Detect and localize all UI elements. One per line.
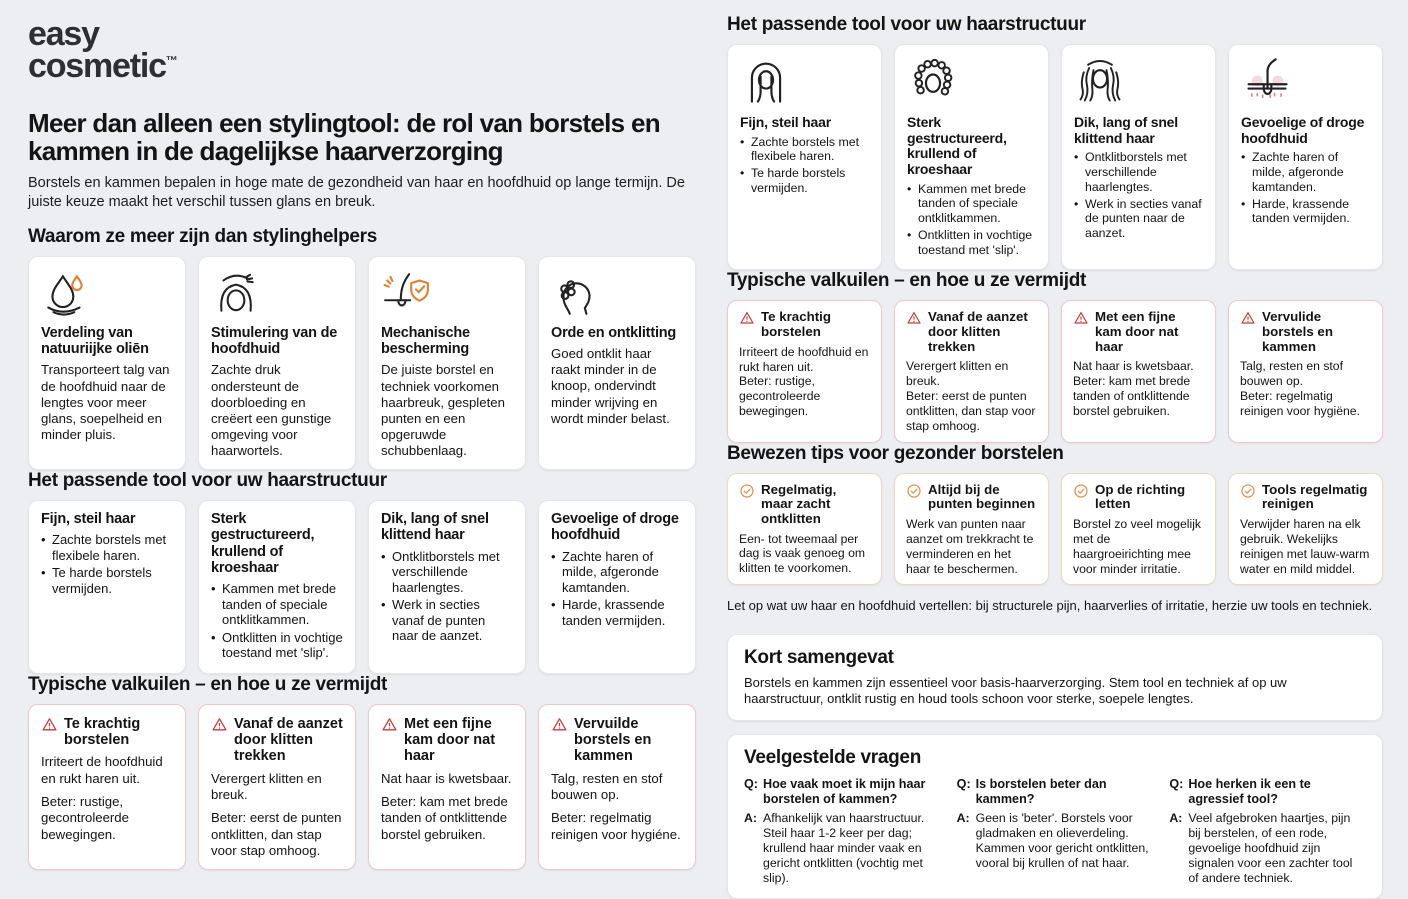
pitfall-card-title: Met een fijne kam door nat haar — [1095, 309, 1179, 354]
tools-card-thick-long — [368, 500, 526, 674]
pitfall-card-header — [381, 716, 513, 765]
why-card-title: Stimulering van de hoofdhuid — [211, 325, 338, 358]
check-icon — [1073, 483, 1089, 503]
bullet: • Zachte borstels met flexibele haren. — [41, 532, 173, 563]
q-label: Q: — [744, 776, 758, 791]
faq-heading: Veelgestelde vragen — [744, 746, 922, 768]
rtools-card-fine-straight — [727, 44, 882, 270]
tools-card-bullets — [41, 532, 173, 596]
section-heading-pitfalls-left: Typische valkuilen – en hoe u ze vermijdt — [28, 673, 388, 695]
tools-card-title: Fijn, steil haar — [41, 511, 136, 528]
rtools-card-bullets — [1241, 150, 1370, 226]
straight-hair-icon — [740, 55, 869, 109]
bullet: • Kammen met brede tanden of speciale ontklitkammen. — [211, 581, 343, 628]
faq-question — [744, 777, 941, 808]
pitfall-problem: Verergert klitten en breuk. — [211, 770, 322, 802]
why-cards-row — [28, 256, 696, 470]
rpitfall-card-brushing-too-hard — [727, 300, 882, 442]
pitfall-solution: Beter: eerst de punten ontklitten, dan stap voor stap omhoog. — [211, 810, 342, 859]
rtools-card-bullets — [1074, 150, 1203, 241]
tip-card-body: Verwijder haren na elk gebruik. Wekelijks reinigen met lauw-warm water en mild middel. — [1240, 516, 1370, 576]
pitfall-card-title: Te krachtig borstelen — [64, 715, 141, 749]
rtools-card-title: Gevoelige of droge hoofdhuid — [1241, 114, 1365, 146]
curly-hair-icon — [907, 55, 1036, 109]
rtools-card-title: Fijn, steil haar — [740, 114, 831, 130]
faq-answer-text: Geen is 'beter'. Borstels voor gladmaken en olieverdeling. Kammen voor gericht ontklitten, vooral bij krullen of nat haar. — [975, 810, 1149, 870]
bullet: • Zachte haren of milde, afgeronde kamtanden. — [551, 549, 683, 596]
pitfall-card-header — [41, 716, 173, 748]
pitfall-card-pulling-from-roots — [198, 704, 356, 871]
section-heading-tools-left: Het passende tool voor uw haarstructuur — [28, 470, 387, 492]
faq-item-aggressive-tool — [1169, 777, 1366, 886]
faq-answer-text: Veel afgebroken haartjes, pijn bij berstelen, of een rode, gevoelige hoofdhuid zijn signalen voor een zachter tool of andere techniek. — [1188, 810, 1353, 885]
pitfall-card-title: Te krachtig borstelen — [761, 309, 831, 340]
faq-question-text: Is borstelen beter dan kammen? — [975, 776, 1107, 807]
tools-card-title: Gevoelige of droge hoofdhuid — [551, 511, 679, 544]
faq-card — [727, 734, 1383, 899]
faq-question — [957, 777, 1154, 808]
tools-card-curly — [198, 500, 356, 674]
pitfall-solution: Beter: regelmatig reinigen voor hygiëne. — [1240, 389, 1360, 418]
why-card-scalp-stimulation — [198, 256, 356, 470]
tip-card-header — [906, 483, 1037, 512]
tools-cards-row-left — [28, 500, 696, 674]
why-card-body: De juiste borstel en techniek voorkomen haarbreuk, gespleten punten en een opgeruwde schubbenlaag. — [381, 362, 505, 458]
pitfall-card-title: Vanaf de aanzet door klitten trekken — [928, 309, 1028, 354]
warning-icon — [906, 310, 922, 330]
tip-card-start-at-ends — [894, 473, 1049, 586]
oil-drop-icon — [41, 269, 173, 319]
pitfall-card-header — [906, 310, 1037, 354]
tip-card-title: Tools regelmatig reinigen — [1262, 481, 1368, 512]
pitfall-card-title: Vervuilde borstels en kammen — [574, 715, 652, 765]
warning-icon — [551, 716, 568, 737]
bullet: • Zachte borstels met flexibele haren. — [740, 135, 869, 165]
why-card-mechanical-protection — [368, 256, 526, 470]
rtools-card-sensitive-scalp — [1228, 44, 1383, 270]
easycosmetic-logo — [28, 15, 696, 86]
warning-icon — [41, 716, 58, 737]
right-column — [727, 14, 1383, 899]
pitfall-solution: Beter: kam met brede tanden of ontklittende borstel gebruiken. — [381, 794, 508, 842]
bullet: • Ontklitborstels met verschillende haarlengtes. — [381, 549, 513, 596]
pitfall-solution: Beter: kam met brede tanden of ontklittende borstel gebruiken. — [1073, 374, 1191, 418]
logo-line1: easy — [28, 15, 99, 53]
bullet: • Te harde borstels vermijden. — [740, 166, 869, 196]
check-icon — [1240, 483, 1256, 503]
tools-card-bullets — [381, 549, 513, 645]
why-card-title: Verdeling van natuuriijke oliēn — [41, 325, 149, 358]
pitfall-card-header — [1073, 310, 1204, 354]
pitfalls-cards-row-left — [28, 704, 696, 871]
logo-line2: cosmetic™ — [28, 47, 178, 86]
rtools-card-curly — [894, 44, 1049, 270]
faq-question-text: Hoe vaak moet ik mijn haar borstelen of kammen? — [763, 776, 926, 807]
tip-card-body: Een- tot tweemaal per dag is vaak genoeg om klitten te voorkomen. — [739, 531, 866, 576]
a-label: A: — [744, 810, 757, 825]
why-card-title: Mechanische bescherming — [381, 325, 470, 358]
bullet: • Zachte haren of milde, afgeronde kamtanden. — [1241, 150, 1370, 194]
bullet: • Ontklitten in vochtige toestand met 'slip'. — [907, 228, 1036, 258]
check-icon — [739, 483, 755, 503]
bullet: • Ontklitten in vochtige toestand met 'slip'. — [211, 630, 343, 661]
q-label: Q: — [1169, 776, 1184, 791]
tip-card-header — [1073, 483, 1204, 512]
pitfall-solution: Beter: rustige, gecontroleerde bewegingen. — [739, 374, 821, 419]
q-label: Q: — [956, 776, 971, 791]
faq-item-frequency — [744, 777, 941, 886]
rpitfall-card-fine-comb-wet-hair — [1061, 300, 1216, 442]
tools-cards-row-right — [727, 44, 1383, 270]
page-subtitle: Borstels en kammen bepalen in hoge mate de gezondheid van haar en hoofdhuid op lange termijn. De juiste keuze maakt het verschil tussen glans en breuk. — [28, 174, 685, 210]
faq-question-text: Hoe herken ik een te agressief tool? — [1188, 776, 1311, 807]
warning-icon — [1073, 310, 1089, 330]
tip-card-title: Op de richting letten — [1095, 481, 1186, 512]
tip-card-body: Borstel zo veel mogelijk met de haargroeirichting mee voor minder irritatie. — [1073, 516, 1202, 576]
tools-card-bullets — [551, 549, 683, 629]
detangled-head-icon — [551, 269, 683, 319]
pitfall-problem: Nat haar is kwetsbaar. — [1073, 359, 1194, 374]
pitfall-problem: Verergert klitten en breuk. — [906, 359, 1009, 389]
faq-answer — [744, 811, 941, 886]
page-title: Meer dan alleen een stylingtool: de rol van borstels en kammen in de dagelijkse haarverzorging — [28, 107, 660, 166]
pitfall-card-title: Met een fijne kam door nat haar — [404, 715, 496, 765]
tip-card-body: Werk van punten naar aanzet om trekkracht te verminderen en het haar te beschermen. — [906, 516, 1034, 576]
tips-cards-row — [727, 473, 1383, 586]
pitfall-card-title: Vanaf de aanzet door klitten trekken — [234, 715, 343, 765]
why-card-oil-distribution — [28, 256, 186, 470]
why-card-body: Zachte druk ondersteunt de doorbloeding en creëert een gunstige omgeving voor haarwortels. — [211, 362, 332, 458]
section-heading-tools-right: Het passende tool voor uw haarstructuur — [727, 14, 1086, 35]
trademark-symbol: ™ — [165, 53, 178, 68]
pitfall-card-title: Vervulide borstels en kammen — [1262, 309, 1333, 354]
warning-icon — [739, 310, 755, 330]
rtools-card-title: Sterk gestructureerd, krullend of kroeshaar — [907, 114, 1007, 178]
section-heading-pitfalls-right: Typische valkuilen – en hoe u ze vermijdt — [727, 270, 1087, 292]
rpitfall-card-dirty-tools — [1228, 300, 1383, 442]
pitfall-solution: Beter: rustige, gecontroleerde bewegingen. — [41, 794, 129, 842]
pitfalls-cards-row-right — [727, 300, 1383, 442]
bullet: • Harde, krassende tanden vermijden. — [551, 597, 683, 628]
tip-card-header — [1240, 483, 1371, 512]
faq-answer-text: Afhankelijk van haarstructuur. Steil haar 1-2 keer per dag; krullend haar minder vaak en gericht ontklitten (vochtig met slip). — [763, 810, 925, 885]
left-column — [28, 15, 696, 870]
scalp-massage-icon — [211, 269, 343, 319]
a-label: A: — [1169, 810, 1183, 825]
hair-shield-icon — [381, 269, 513, 319]
pitfall-card-fine-comb-wet-hair — [368, 704, 526, 871]
section-heading-tips: Bewezen tips voor gezonder borstelen — [727, 442, 1064, 464]
bullet: • Werk in secties vanaf de punten naar de aanzet. — [381, 597, 513, 644]
warning-icon — [381, 716, 398, 737]
pitfall-problem: Irriteert de hoofdhuid en rukt haren uit. — [41, 754, 163, 786]
advice-note: Let op wat uw haar en hoofdhuid vertellen: bij structurele pijn, haarverlies of irritatie, herzie uw tools en techniek. — [727, 598, 1373, 614]
tools-card-title: Dik, lang of snel klittend haar — [381, 511, 489, 544]
bullet: • Te harde borstels vermijden. — [41, 565, 173, 596]
tools-card-fine-straight — [28, 500, 186, 674]
why-card-body: Goed ontklit haar raakt minder in de knoop, ondervindt minder wrijving en wordt minder belast. — [551, 346, 670, 426]
rpitfall-card-pulling-from-roots — [894, 300, 1049, 442]
bullet: • Ontklitborstels met verschillende haarlengtes. — [1074, 150, 1203, 194]
pitfall-problem: Irriteert de hoofdhuid en rukt haren uit. — [739, 344, 869, 374]
tip-card-title: Regelmatig, maar zacht ontklitten — [761, 481, 837, 526]
pitfall-solution: Beter: regelmatig reinigen voor hygiéne. — [551, 810, 681, 842]
wavy-hair-icon — [1074, 55, 1203, 109]
faq-item-brush-vs-comb — [957, 777, 1154, 886]
rtools-card-thick-long — [1061, 44, 1216, 270]
warning-icon — [211, 716, 228, 737]
why-card-title: Orde en ontklitting — [551, 325, 677, 341]
tip-card-header — [739, 483, 870, 527]
faq-answer — [1169, 811, 1366, 886]
pitfall-card-header — [211, 716, 343, 765]
check-icon — [906, 483, 922, 503]
rtools-card-bullets — [740, 135, 869, 196]
tools-card-bullets — [211, 581, 343, 661]
rtools-card-bullets — [907, 182, 1036, 258]
bullet: • Werk in secties vanaf de punten naar de aanzet. — [1074, 197, 1203, 241]
faq-answer — [957, 811, 1154, 871]
tip-card-regular-gentle — [727, 473, 882, 586]
summary-card — [727, 634, 1383, 721]
pitfall-card-header — [551, 716, 683, 765]
sensitive-scalp-icon — [1241, 55, 1370, 109]
pitfall-card-header — [739, 310, 870, 339]
why-card-body: Transporteert talg van de hoofdhuid naar de lengtes voor meer glans, soepelheid en minder pluis. — [41, 362, 170, 442]
summary-heading: Kort samengevat — [744, 646, 894, 668]
pitfall-card-brushing-too-hard — [28, 704, 186, 871]
pitfall-solution: Beter: eerst de punten ontklitten, dan stap voor stap omhoog. — [906, 389, 1036, 433]
faq-question — [1169, 777, 1366, 808]
bullet: • Harde, krassende tanden vermijden. — [1241, 197, 1370, 227]
pitfall-problem: Nat haar is kwetsbaar. — [381, 770, 512, 786]
warning-icon — [1240, 310, 1256, 330]
tools-card-sensitive-scalp — [538, 500, 696, 674]
pitfall-problem: Talg, resten en stof bouwen op. — [551, 770, 663, 802]
tip-card-title: Altijd bij de punten beginnen — [928, 481, 1036, 512]
tools-card-title: Sterk gestructureerd, krullend of kroeshaar — [211, 511, 315, 576]
section-heading-why: Waarom ze meer zijn dan stylinghelpers — [28, 226, 377, 247]
tip-card-clean-tools — [1228, 473, 1383, 586]
pitfall-card-dirty-tools — [538, 704, 696, 871]
pitfall-card-header — [1240, 310, 1371, 354]
pitfall-problem: Talg, resten en stof bouwen op. — [1240, 359, 1343, 389]
why-card-order-detangling — [538, 256, 696, 470]
faq-grid — [744, 777, 1366, 886]
bullet: • Kammen met brede tanden of speciale ontklitkammen. — [907, 182, 1036, 226]
tip-card-direction — [1061, 473, 1216, 586]
rtools-card-title: Dik, lang of snel klittend haar — [1074, 114, 1178, 146]
summary-body: Borstels en kammen zijn essentieel voor basis-haarverzorging. Stem tool en techniek af op uw haarstructuur, ontklit rustig en houd tools schoon voor sterke, soepele lengtes. — [744, 674, 1287, 707]
a-label: A: — [956, 810, 970, 825]
